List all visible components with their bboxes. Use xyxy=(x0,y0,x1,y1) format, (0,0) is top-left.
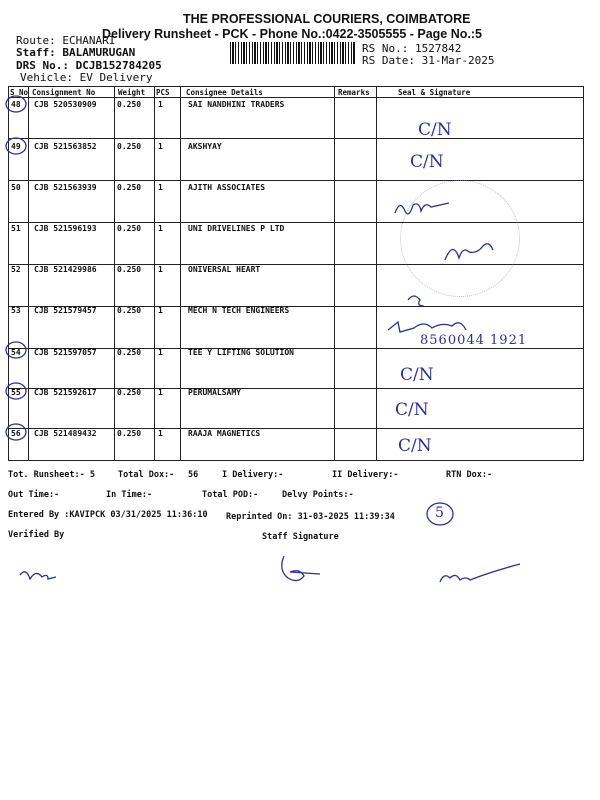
row-weight: 0.250 xyxy=(117,183,142,192)
col-pcs: PCS xyxy=(156,88,170,97)
row-consignee: ONIVERSAL HEART xyxy=(188,265,261,274)
row-consignee: SAI NANDHINI TRADERS xyxy=(188,100,285,109)
row-consignment: CJB 521429986 xyxy=(34,265,97,274)
row-consignment: CJB 521563939 xyxy=(34,183,97,192)
row-weight: 0.250 xyxy=(117,224,142,233)
col-weight: Weight xyxy=(118,88,146,97)
row-weight: 0.250 xyxy=(117,348,142,357)
reprinted-on: Reprinted On: 31-03-2025 11:39:34 xyxy=(226,512,395,522)
row-consignee: AKSHYAY xyxy=(188,142,222,151)
third-signature-mark xyxy=(440,564,520,582)
row-sno: 54 xyxy=(11,348,21,357)
row-consignment: CJB 521579457 xyxy=(34,306,97,315)
row-sno: 55 xyxy=(11,388,21,397)
row-sno: 49 xyxy=(11,142,21,151)
sno-circle xyxy=(6,424,26,440)
row-sno: 51 xyxy=(11,224,21,233)
total-pod: Total POD:- xyxy=(202,490,259,500)
row-sno: 52 xyxy=(11,265,21,274)
staff-signature-mark xyxy=(282,556,320,581)
row-pcs: 1 xyxy=(158,224,163,233)
row-sno: 48 xyxy=(11,100,21,109)
row-pcs: 1 xyxy=(158,429,163,438)
entered-by: Entered By :KAVIPCK 03/31/2025 11:36:10 xyxy=(8,510,208,520)
row-consignee: PERUMALSAMY xyxy=(188,388,241,397)
row-weight: 0.250 xyxy=(117,429,142,438)
row-consignment: CJB 521489432 xyxy=(34,429,97,438)
col-consignment: Consignment No xyxy=(32,88,96,97)
row-weight: 0.250 xyxy=(117,100,142,109)
row-consignment: CJB 521596193 xyxy=(34,224,97,233)
in-time: In Time:- xyxy=(106,490,153,500)
runsheet-title: Delivery Runsheet - PCK - Phone No.:0422-3505555 - Page No.:5 xyxy=(102,27,482,41)
handwritten-cn: C/N xyxy=(410,152,444,172)
delvy-points: Delvy Points:- xyxy=(282,490,354,500)
signature-scribble xyxy=(388,322,466,332)
row-weight: 0.250 xyxy=(117,306,142,315)
row-sno: 56 xyxy=(11,429,21,438)
row-consignment: CJB 521597057 xyxy=(34,348,97,357)
handwritten-phone: 8560044 1921 xyxy=(420,333,528,348)
staff-label: Staff: BALAMURUGAN xyxy=(16,46,136,59)
handwritten-cn: C/N xyxy=(400,365,434,385)
row-pcs: 1 xyxy=(158,142,163,151)
verified-by: Verified By xyxy=(8,530,65,540)
row-pcs: 1 xyxy=(158,183,163,192)
handwritten-page-count: 5 xyxy=(435,505,444,521)
col-seal-signature: Seal & Signature xyxy=(398,88,471,97)
row-pcs: 1 xyxy=(158,306,163,315)
row-pcs: 1 xyxy=(158,100,163,109)
i-delivery: I Delivery:- xyxy=(222,470,284,480)
col-consignee: Consignee Details xyxy=(186,88,263,97)
row-pcs: 1 xyxy=(158,265,163,274)
verified-signature xyxy=(20,572,56,579)
row-consignee: MECH N TECH ENGINEERS xyxy=(188,306,290,315)
ii-delivery: II Delivery:- xyxy=(332,470,399,480)
col-sno: S No xyxy=(10,88,29,97)
row-pcs: 1 xyxy=(158,388,163,397)
company-title: THE PROFESSIONAL COURIERS, COIMBATORE xyxy=(183,12,471,26)
total-dox-label: Total Dox:- xyxy=(118,470,175,480)
sno-circle xyxy=(6,383,26,399)
drs-number: DRS No.: DCJB152784205 xyxy=(16,59,162,72)
signature-scribble xyxy=(408,296,424,306)
row-sno: 50 xyxy=(11,183,21,192)
handwritten-cn: C/N xyxy=(395,400,429,420)
rs-date: RS Date: 31-Mar-2025 xyxy=(362,54,495,67)
sno-circle xyxy=(6,138,26,154)
sno-circle xyxy=(6,342,26,358)
row-consignee: UNI DRIVELINES P LTD xyxy=(188,224,285,233)
handwritten-cn: C/N xyxy=(418,120,452,140)
col-remarks: Remarks xyxy=(338,88,370,97)
row-consignee: TEE Y LIFTING SOLUTION xyxy=(188,348,294,357)
row-pcs: 1 xyxy=(158,348,163,357)
row-sno: 53 xyxy=(11,306,21,315)
row-consignee: AJITH ASSOCIATES xyxy=(188,183,266,192)
company-stamp xyxy=(400,180,520,297)
tot-runsheet: Tot. Runsheet:- 5 xyxy=(8,470,95,480)
rtn-dox: RTN Dox:- xyxy=(446,470,493,480)
vehicle-label: Vehicle: EV Delivery xyxy=(20,71,153,84)
row-weight: 0.250 xyxy=(117,265,142,274)
handwritten-cn: C/N xyxy=(398,436,432,456)
rs-number: RS No.: 1527842 xyxy=(362,42,462,55)
total-dox-value: 56 xyxy=(188,470,199,480)
row-weight: 0.250 xyxy=(117,388,142,397)
row-weight: 0.250 xyxy=(117,142,142,151)
row-consignment: CJB 521592617 xyxy=(34,388,97,397)
route-label: Route: ECHANARI xyxy=(16,34,116,47)
row-consignee: RAAJA MAGNETICS xyxy=(188,429,261,438)
row-consignment: CJB 521563852 xyxy=(34,142,97,151)
staff-signature-label: Staff Signature xyxy=(262,532,339,542)
out-time: Out Time:- xyxy=(8,490,60,500)
sno-circle xyxy=(6,96,26,112)
row-consignment: CJB 520530909 xyxy=(34,100,97,109)
